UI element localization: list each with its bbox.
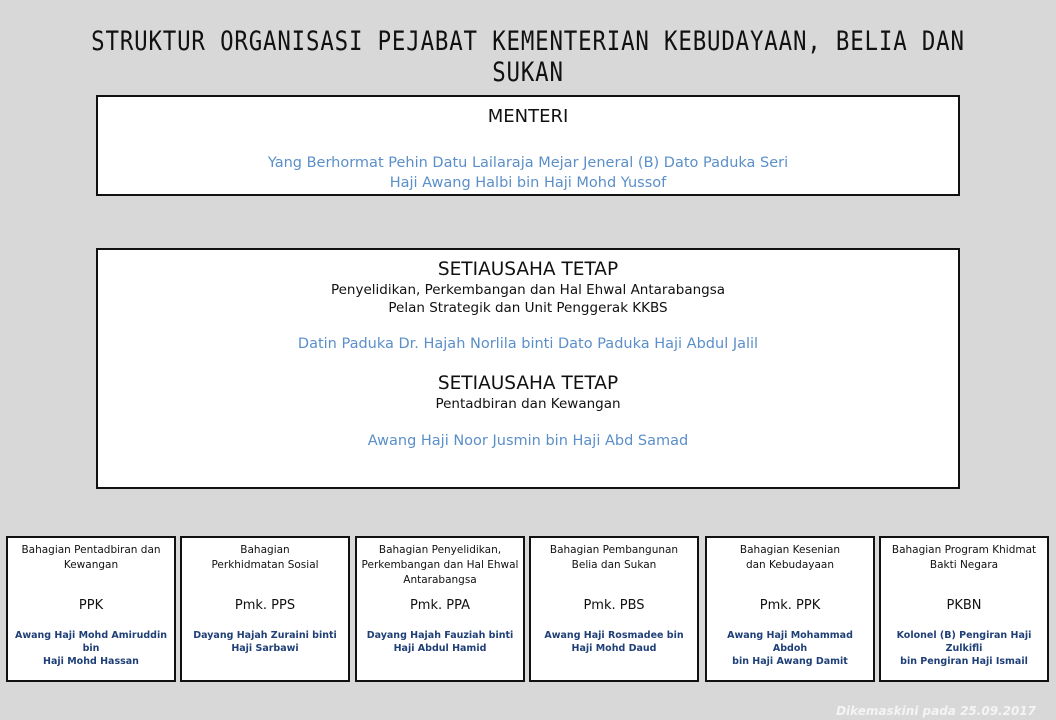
- unit-head-line: Haji Sarbawi: [231, 643, 299, 654]
- unit-abbr: Pmk. PPK: [759, 598, 821, 613]
- secretary-2-name: Awang Haji Noor Jusmin bin Haji Abd Samad: [367, 433, 689, 449]
- unit-name-line: Perkhidmatan Sosial: [211, 559, 319, 571]
- unit-head-line: Haji Mohd Hassan: [43, 656, 139, 667]
- unit-name-line: Bahagian Program Khidmat: [891, 544, 1037, 556]
- unit-box-pmk-ppk: [705, 536, 875, 682]
- unit-name-line: dan Kebudayaan: [745, 559, 835, 571]
- unit-head-line: Haji Abdul Hamid: [393, 643, 487, 654]
- unit-head-line: bin Haji Awang Damit: [732, 656, 848, 667]
- unit-head: [881, 629, 1047, 668]
- unit-head: [357, 629, 523, 655]
- unit-head: [531, 629, 697, 655]
- unit-head-line: Kolonel (B) Pengiran Haji Zulkifli: [896, 630, 1032, 654]
- unit-name: [531, 543, 697, 588]
- unit-head: [8, 629, 174, 668]
- unit-abbr: Pmk. PBS: [583, 598, 645, 613]
- unit-abbr: PPK: [78, 598, 104, 613]
- chart-title: STRUKTUR ORGANISASI PEJABAT KEMENTERIAN KEBUDAYAAN, BELIA DAN SUKAN: [91, 26, 965, 88]
- unit-name-line: Bahagian Pentadbiran dan: [21, 544, 161, 556]
- unit-name-line: Belia dan Sukan: [571, 559, 657, 571]
- unit-name: [182, 543, 348, 588]
- unit-name-line: Bahagian Penyelidikan,: [378, 544, 502, 556]
- minister-box: [96, 95, 960, 196]
- unit-abbr: Pmk. PPA: [409, 598, 471, 613]
- secretary-2-desc: Pentadbiran dan Kewangan: [435, 396, 621, 412]
- unit-head-line: bin Pengiran Haji Ismail: [900, 656, 1028, 667]
- updated-note: Dikemaskini pada 25.09.2017: [836, 704, 1036, 718]
- unit-box-ppk: [6, 536, 176, 682]
- secretary-2-role: SETIAUSAHA TETAP: [437, 373, 619, 394]
- unit-name: [707, 543, 873, 588]
- unit-abbr: Pmk. PPS: [234, 598, 296, 613]
- unit-name-line: Antarabangsa: [403, 574, 477, 586]
- unit-name-line: Bakti Negara: [929, 559, 999, 571]
- unit-box-pps: [180, 536, 350, 682]
- secretary-1-role: SETIAUSAHA TETAP: [437, 259, 619, 280]
- secretaries-box: [96, 248, 960, 489]
- secretary-1-desc-2: Pelan Strategik dan Unit Penggerak KKBS: [388, 300, 668, 316]
- unit-name: [881, 543, 1047, 588]
- unit-abbr: PKBN: [946, 598, 982, 613]
- unit-head-line: Awang Haji Mohd Amiruddin bin: [14, 630, 168, 654]
- secretary-1-name: Datin Paduka Dr. Hajah Norlila binti Dato Paduka Haji Abdul Jalil: [297, 336, 759, 352]
- unit-name-line: Bahagian Kesenian: [739, 544, 841, 556]
- unit-head-line: Dayang Hajah Zuraini binti: [193, 630, 337, 641]
- minister-name-line2: Haji Awang Halbi bin Haji Mohd Yussof: [389, 175, 667, 191]
- unit-name-line: Bahagian: [240, 544, 290, 556]
- minister-name-line1: Yang Berhormat Pehin Datu Lailaraja Mejar Jeneral (B) Dato Paduka Seri: [267, 155, 789, 171]
- unit-head-line: Awang Haji Mohammad Abdoh: [727, 630, 853, 654]
- unit-head-line: Awang Haji Rosmadee bin: [544, 630, 684, 641]
- unit-head-line: Dayang Hajah Fauziah binti: [366, 630, 514, 641]
- unit-box-pbs: [529, 536, 699, 682]
- unit-name: [357, 543, 523, 588]
- unit-name-line: Perkembangan dan Hal Ehwal: [361, 559, 519, 571]
- unit-name: [8, 543, 174, 588]
- unit-box-ppa: [355, 536, 525, 682]
- unit-head: [707, 629, 873, 668]
- minister-name: [98, 153, 958, 193]
- unit-name-line: Kewangan: [63, 559, 119, 571]
- unit-head: [182, 629, 348, 655]
- unit-name-line: Bahagian Pembangunan: [549, 544, 679, 556]
- secretary-1-desc-1: Penyelidikan, Perkembangan dan Hal Ehwal Antarabangsa: [330, 282, 726, 298]
- unit-head-line: Haji Mohd Daud: [571, 643, 657, 654]
- minister-role: MENTERI: [487, 106, 569, 127]
- unit-box-pkbn: [879, 536, 1049, 682]
